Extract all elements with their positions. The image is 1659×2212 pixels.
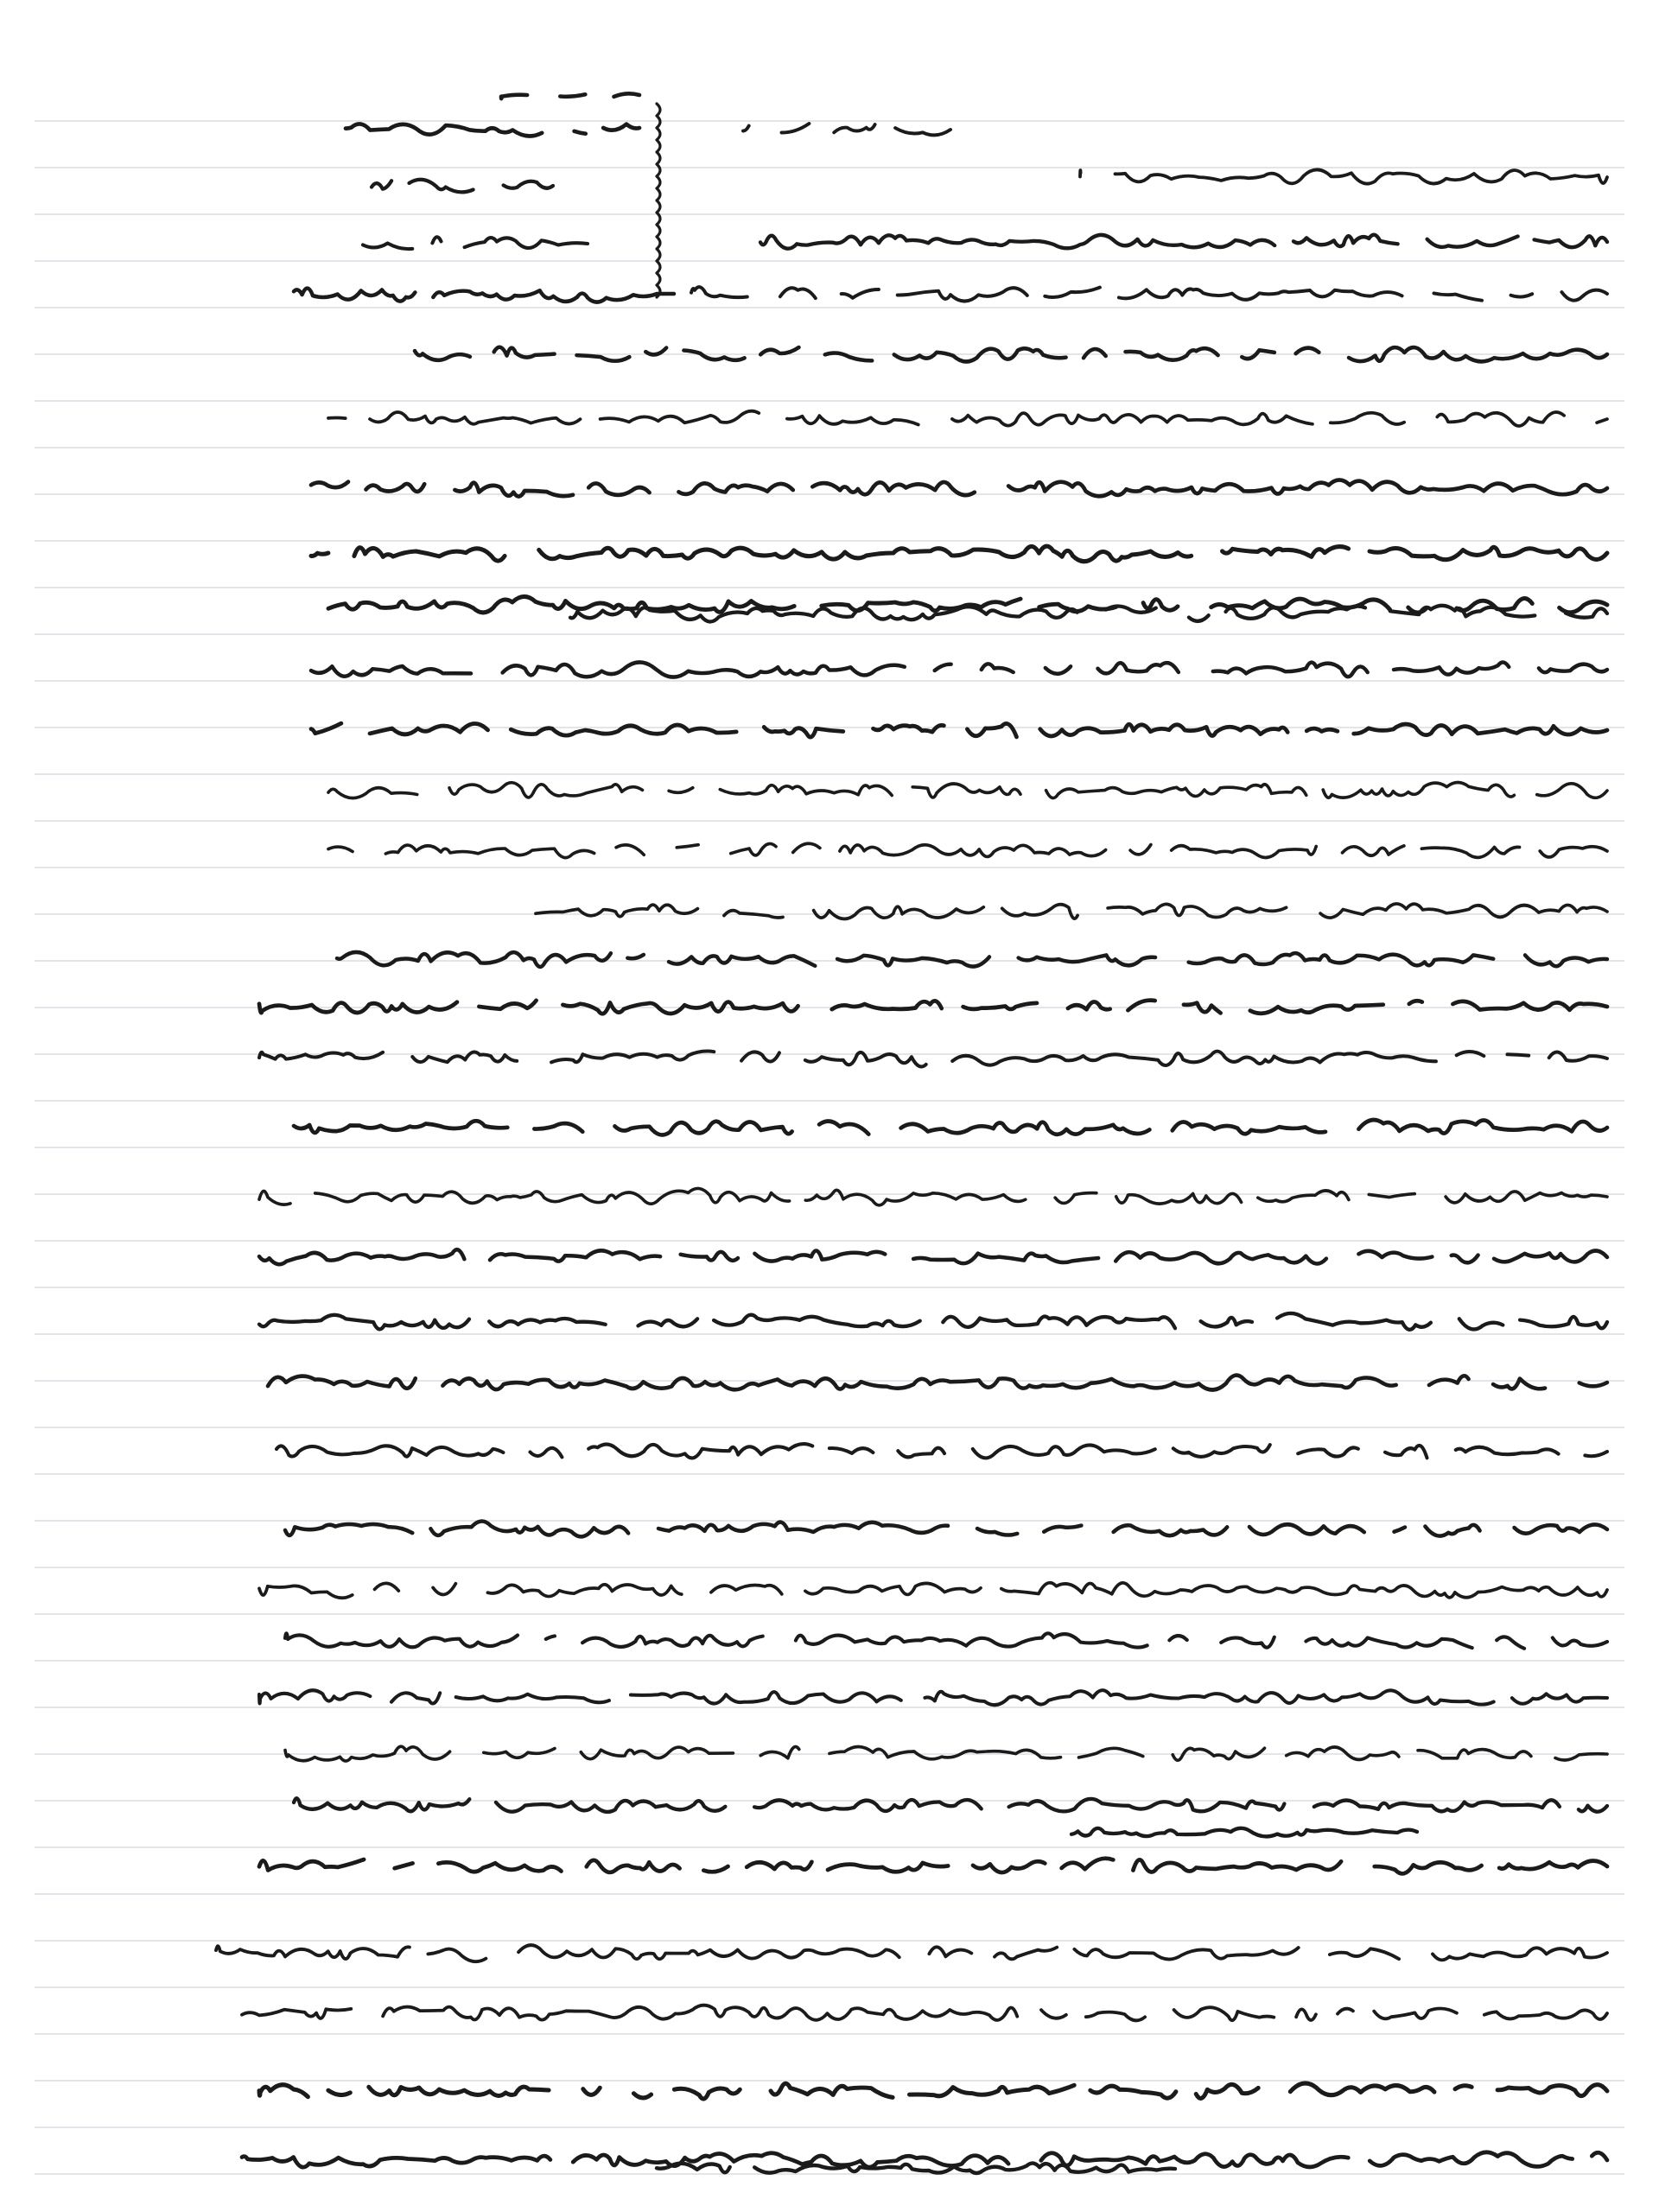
handwriting: [216, 93, 1607, 2173]
handwriting-stroke: [259, 1690, 1607, 1705]
handwriting-stroke: [328, 411, 1607, 426]
handwriting-stroke: [294, 1120, 1607, 1135]
handwriting-stroke: [328, 843, 1607, 857]
handwriting-stroke: [294, 289, 674, 302]
handwriting-stroke: [372, 180, 553, 193]
handwriting-stroke: [501, 93, 639, 99]
handwriting-stroke: [285, 1633, 1607, 1649]
handwriting-stroke: [216, 1945, 1607, 1961]
handwriting-stroke: [363, 237, 588, 249]
handwriting-stroke: [259, 1583, 1607, 1599]
margin-flourish: [657, 104, 660, 297]
handwriting-stroke: [242, 2152, 1607, 2167]
handwriting-stroke: [311, 662, 1607, 677]
handwriting-stroke: [337, 952, 1607, 967]
handwriting-stroke: [259, 1188, 1607, 1205]
handwriting-stroke: [259, 2083, 1607, 2099]
handwriting-stroke: [268, 1376, 1607, 1390]
handwriting-stroke: [311, 723, 1607, 737]
handwriting-stroke: [259, 1249, 1607, 1264]
handwriting-stroke: [328, 596, 1607, 612]
handwriting-stroke: [259, 1859, 1607, 1874]
handwriting-stroke: [657, 2164, 1175, 2173]
handwriting-stroke: [311, 546, 1607, 562]
handwriting-stroke: [1071, 1828, 1417, 1837]
handwriting-stroke: [346, 124, 639, 136]
handwriting-stroke: [536, 904, 1607, 919]
handwriting-stroke: [285, 1522, 1607, 1537]
handwriting-stroke: [760, 235, 1607, 249]
handwriting-stroke: [328, 782, 1607, 798]
handwriting-stroke: [1080, 169, 1607, 183]
handwriting-stroke: [242, 2005, 1607, 2021]
handwriting-stroke: [311, 480, 1607, 496]
handwriting-stroke: [691, 287, 1607, 301]
handwriting-stroke: [743, 124, 950, 135]
handwriting-stroke: [276, 1444, 1607, 1458]
handwriting-stroke: [259, 1313, 1607, 1330]
